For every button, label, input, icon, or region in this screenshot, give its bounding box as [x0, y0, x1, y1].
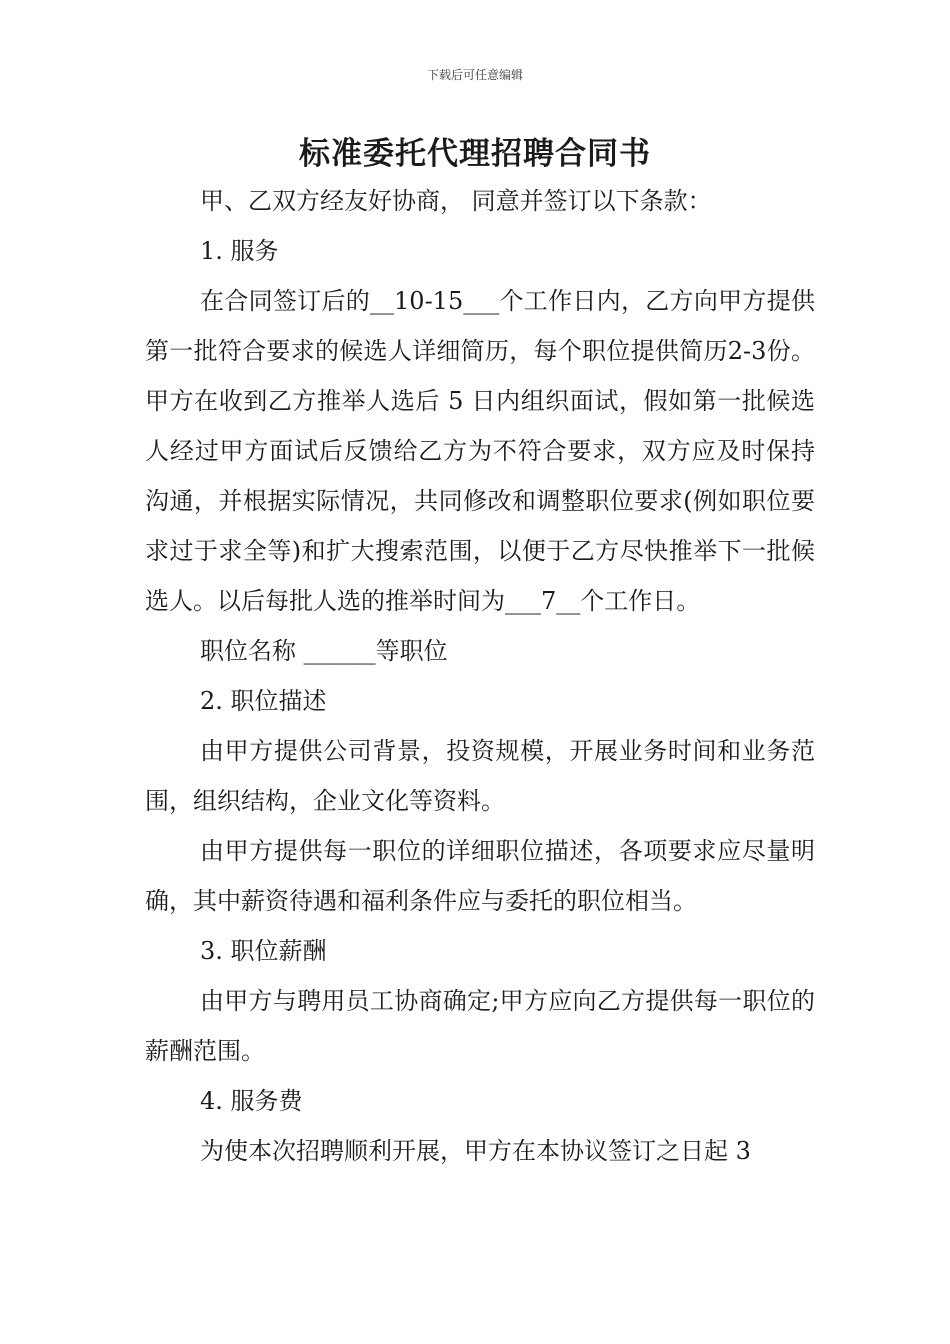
page-header-note: 下载后可任意编辑: [426, 68, 523, 82]
section-1-paragraph: 在合同签订后的__10-15___个工作日内，乙方向甲方提供第一批符合要求的候选人详细简历，每个职位提供简历2-3份。甲方在收到乙方推举人选后 5 日内组织面试，假如第一批候选人经过甲方面试后反馈给乙方为不符合要求，双方应及时保持沟通，并根据实际情况，共同修改和调整职位要求(例如职位要求过于求全等)和扩大搜索范围，以便于乙方尽快推举下一批候选人。以后每批人选的推举时间为___7__个工作日。: [145, 287, 815, 615]
section-4-paragraph: 为使本次招聘顺利开展，甲方在本协议签订之日起 3: [200, 1137, 751, 1165]
section-2-paragraph-2: 由甲方提供每一职位的详细职位描述，各项要求应尽量明确，其中薪资待遇和福利条件应与委托的职位相当。: [145, 837, 815, 915]
position-name-line: 职位名称 ______等职位: [200, 637, 448, 665]
section-2-paragraph-1: 由甲方提供公司背景，投资规模，开展业务时间和业务范围，组织结构，企业文化等资料。: [145, 737, 815, 815]
intro-paragraph: 甲、乙双方经友好协商， 同意并签订以下条款：: [200, 187, 712, 215]
document-body: [145, 176, 815, 1176]
section-3-heading: 3. 职位薪酬: [200, 937, 327, 965]
section-3-paragraph: 由甲方与聘用员工协商确定;甲方应向乙方提供每一职位的薪酬范围。: [145, 987, 815, 1065]
section-1-heading: 1. 服务: [200, 237, 279, 265]
section-4-heading: 4. 服务费: [200, 1087, 303, 1115]
section-2-heading: 2. 职位描述: [200, 687, 327, 715]
document-title: 标准委托代理招聘合同书: [299, 136, 651, 172]
